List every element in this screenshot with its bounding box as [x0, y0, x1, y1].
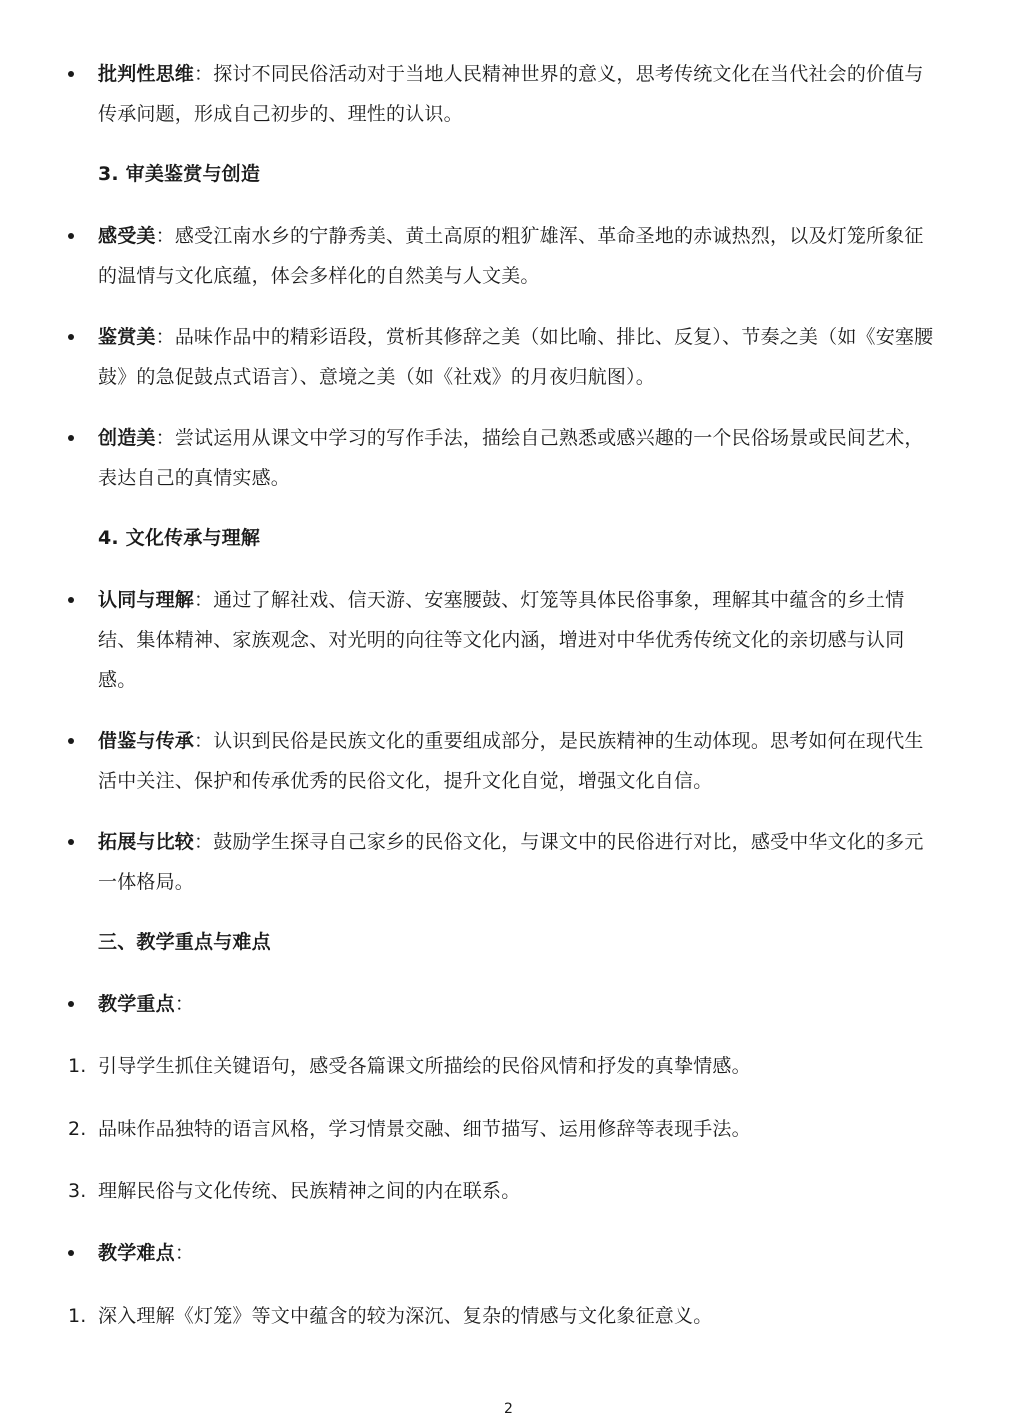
item-text: 感受江南水乡的宁静秀美、黄土高原的粗犷雄浑、革命圣地的赤诚热烈，以及灯笼所象征的温情与文化底蕴，体会多样化的自然美与人文美。: [98, 225, 924, 287]
section-heading: 4. 文化传承与理解: [98, 527, 261, 549]
item-text: 通过了解社戏、信天游、安塞腰鼓、灯笼等具体民俗事象，理解其中蕴含的乡土情结、集体精神、家族观念、对光明的向往等文化内涵，增进对中华优秀传统文化的亲切感与认同感。: [98, 589, 905, 691]
item-term: 创造美: [98, 427, 156, 449]
numbered-item: [68, 1296, 938, 1336]
item-text: 品味作品中的精彩语段，赏析其修辞之美（如比喻、排比、反复）、节奏之美（如《安塞腰鼓》的急促鼓点式语言）、意境之美（如《社戏》的月夜归航图）。: [98, 326, 934, 388]
item-text: 鼓励学生探寻自己家乡的民俗文化，与课文中的民俗进行对比，感受中华文化的多元一体格局。: [98, 831, 924, 893]
item-text: 深入理解《灯笼》等文中蕴含的较为深沉、复杂的情感与文化象征意义。: [98, 1305, 713, 1327]
section-heading: 三、教学重点与难点: [98, 931, 271, 953]
list-item: [98, 984, 938, 1024]
item-term: 认同与理解: [98, 589, 195, 611]
numbered-item: [68, 1171, 938, 1211]
item-text: 引导学生抓住关键语句，感受各篇课文所描绘的民俗风情和抒发的真挚情感。: [98, 1055, 751, 1077]
item-text: 探讨不同民俗活动对于当地人民精神世界的意义，思考传统文化在当代社会的价值与传承问题，形成自己初步的、理性的认识。: [98, 63, 924, 125]
item-number: 3.: [68, 1180, 87, 1202]
item-text: 品味作品独特的语言风格，学习情景交融、细节描写、运用修辞等表现手法。: [98, 1118, 751, 1140]
item-separator: ：: [155, 326, 175, 348]
item-separator: ：: [194, 831, 214, 853]
item-term: 教学难点: [98, 1242, 175, 1264]
item-separator: ：: [194, 589, 214, 611]
item-term: 教学重点: [98, 993, 175, 1015]
item-separator: ：: [194, 730, 214, 752]
item-separator: ：: [194, 63, 214, 85]
section-heading: 3. 审美鉴赏与创造: [98, 163, 261, 185]
item-text: 认识到民俗是民族文化的重要组成部分，是民族精神的生动体现。思考如何在现代生活中关注、保护和传承优秀的民俗文化，提升文化自觉，增强文化自信。: [98, 730, 924, 792]
page-number: 2: [504, 1401, 513, 1417]
item-number: 1.: [68, 1305, 87, 1327]
list-item: [98, 1233, 938, 1273]
numbered-item: [68, 1046, 938, 1086]
item-separator: ：: [174, 1242, 195, 1264]
item-number: 1.: [68, 1055, 87, 1077]
list-item: [98, 721, 938, 801]
item-term: 感受美: [98, 225, 156, 247]
list-item: [98, 317, 938, 397]
item-separator: ：: [174, 993, 195, 1015]
item-term: 借鉴与传承: [98, 730, 195, 752]
item-separator: ：: [155, 225, 175, 247]
item-number: 2.: [68, 1118, 87, 1140]
item-term: 鉴赏美: [98, 326, 156, 348]
list-item: [98, 216, 938, 296]
item-text: 尝试运用从课文中学习的写作手法，描绘自己熟悉或感兴趣的一个民俗场景或民间艺术，表达自己的真情实感。: [98, 427, 924, 489]
item-separator: ：: [155, 427, 175, 449]
item-text: 理解民俗与文化传统、民族精神之间的内在联系。: [98, 1180, 521, 1202]
numbered-item: [68, 1109, 938, 1149]
item-term: 批判性思维: [98, 63, 195, 85]
list-item: [98, 822, 938, 902]
item-term: 拓展与比较: [98, 831, 195, 853]
list-item: [98, 418, 938, 498]
list-item: [98, 54, 938, 134]
list-item: [98, 580, 938, 700]
